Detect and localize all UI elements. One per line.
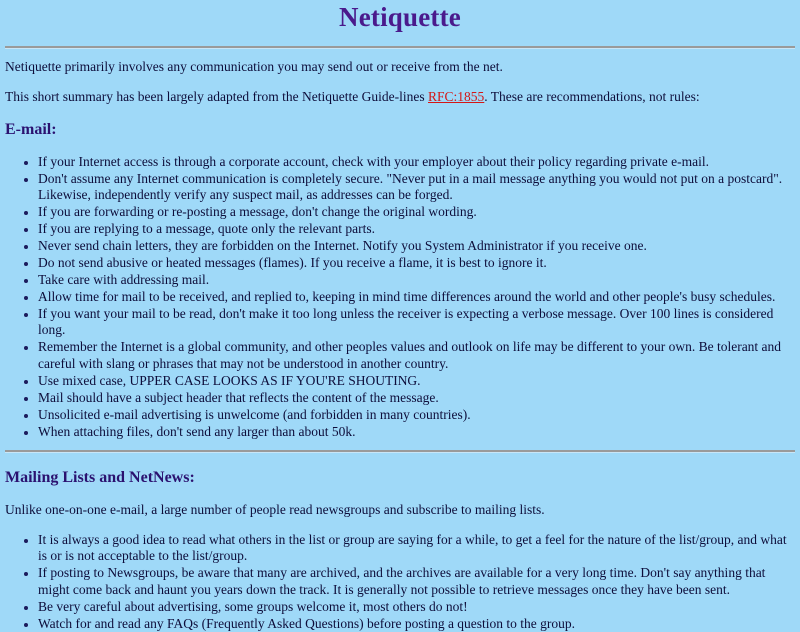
list-item: • Do not send abusive or heated messages (flames). If you receive a flame, it is best to ignore it. (38, 255, 795, 271)
page-container (0, 2, 800, 632)
list-item: • Watch for and read any FAQs (Frequently Asked Questions) before posting a question to the group. (38, 616, 795, 632)
email-guidelines-list (5, 154, 795, 440)
list-item: • Be very careful about advertising, some groups welcome it, most others do not! (38, 599, 795, 615)
list-item: • If your Internet access is through a corporate account, check with your employer about their policy regarding private e-mail. (38, 154, 795, 170)
horizontal-rule-middle (5, 450, 795, 453)
list-item: • Remember the Internet is a global community, and other peoples values and outlook on life may be different to your own. Be tolerant and careful with slang or phrases that may not be understood in another country. (38, 339, 795, 372)
section-heading-email: E-mail: (5, 120, 57, 138)
list-item: • When attaching files, don't send any larger than about 50k. (38, 424, 795, 440)
section-heading-mailing-lists: Mailing Lists and NetNews: (5, 469, 195, 487)
page-title: Netiquette (339, 2, 461, 32)
intro-paragraph-1: Netiquette primarily involves any communication you may send out or receive from the net. (5, 58, 503, 74)
mailing-lists-intro-paragraph: Unlike one-on-one e-mail, a large number of people read newsgroups and subscribe to mailing lists. (5, 501, 545, 517)
list-item: • If you are replying to a message, quote only the relevant parts. (38, 221, 795, 237)
list-item: • Never send chain letters, they are forbidden on the Internet. Notify you System Administrator if you receive one. (38, 238, 795, 254)
list-item: • If you are forwarding or re-posting a message, don't change the original wording. (38, 204, 795, 220)
intro-text-after-link: . These are recommendations, not rules: (484, 88, 700, 104)
horizontal-rule-top (5, 46, 795, 49)
list-item: • Mail should have a subject header that reflects the content of the message. (38, 390, 795, 406)
list-item: • Allow time for mail to be received, and replied to, keeping in mind time differences around the world and other people's busy schedules. (38, 289, 795, 305)
list-item: • If you want your mail to be read, don't make it too long unless the receiver is expecting a verbose message. Over 100 lines is considered long. (38, 306, 795, 339)
list-item: • Use mixed case, UPPER CASE LOOKS AS IF YOU'RE SHOUTING. (38, 373, 795, 389)
list-item: • Unsolicited e-mail advertising is unwelcome (and forbidden in many countries). (38, 407, 795, 423)
list-item: • If posting to Newsgroups, be aware that many are archived, and the archives are available for a very long time. Don't say anything that might come back and haunt you years down the track. It is generally not possible to retrieve messages once they have been sent. (38, 565, 795, 598)
list-item: • It is always a good idea to read what others in the list or group are saying for a while, to get a feel for the nature of the list/group, and what is or is not acceptable to the list/group. (38, 532, 795, 565)
mailing-lists-guidelines-list (5, 532, 795, 632)
intro-text-before-link: This short summary has been largely adapted from the Netiquette Guide-lines (5, 88, 429, 104)
rfc-1855-link[interactable]: RFC:1855 (428, 88, 485, 104)
list-item: • Take care with addressing mail. (38, 272, 795, 288)
intro-paragraph-2 (5, 89, 795, 105)
list-item: • Don't assume any Internet communication is completely secure. "Never put in a mail message anything you would not put on a postcard". Likewise, independently verify any suspect mail, as addresses can be forged. (38, 171, 795, 204)
